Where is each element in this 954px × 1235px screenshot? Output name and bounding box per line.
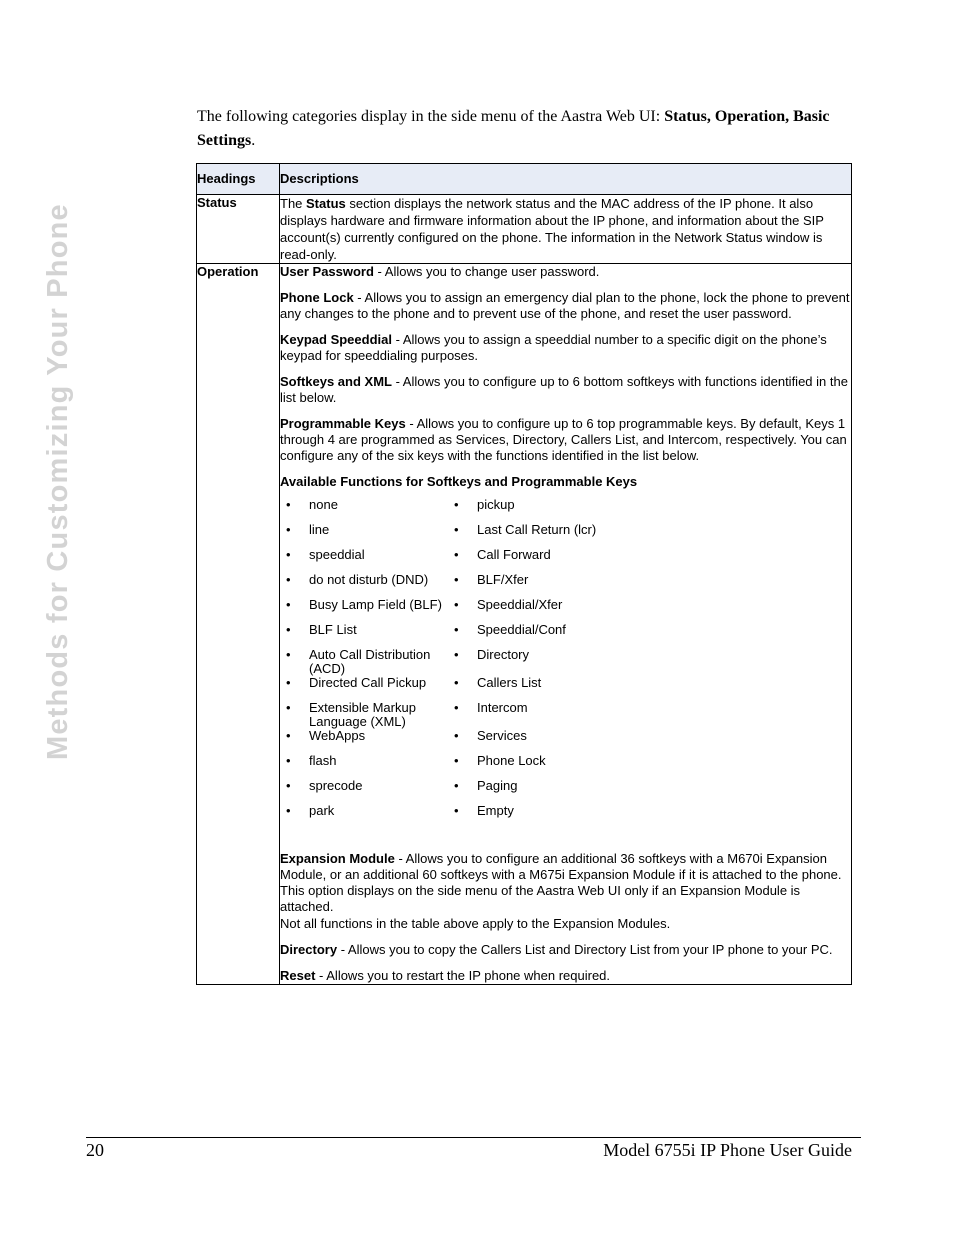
table-row-operation xyxy=(197,264,852,985)
item-title: Keypad Speeddial xyxy=(280,332,392,347)
item-title: Phone Lock xyxy=(280,290,354,305)
function-item xyxy=(448,701,648,729)
bullet-icon: • xyxy=(286,572,291,587)
page-number: 20 xyxy=(86,1140,104,1160)
function-item xyxy=(448,804,648,829)
bullet-icon: • xyxy=(454,522,459,537)
item-phone-lock xyxy=(280,290,851,322)
bullet-icon: • xyxy=(286,728,291,743)
function-item xyxy=(280,623,448,648)
function-row xyxy=(280,754,851,779)
item-directory xyxy=(280,942,851,958)
bullet-icon: • xyxy=(454,803,459,818)
function-label: BLF/Xfer xyxy=(477,572,529,587)
function-label: none xyxy=(309,497,338,512)
guide-title: Model 6755i IP Phone User Guide xyxy=(603,1140,852,1160)
bullet-icon: • xyxy=(454,675,459,690)
function-item xyxy=(448,548,648,573)
item-text: - Allows you to configure an additional 36 softkeys with a M670i Expansion Module, or an additional 60 softkeys with a M675i Expansion Module if it is attached to the phone. This option displays on the side menu of the Aastra Web UI only if an Expansion Module is attached. xyxy=(280,851,842,914)
function-item xyxy=(280,548,448,573)
function-row xyxy=(280,523,851,548)
status-pre: The xyxy=(280,196,307,211)
intro-text: The following categories display in the side menu of the Aastra Web UI: xyxy=(197,108,665,125)
function-item xyxy=(448,623,648,648)
bullet-icon: • xyxy=(286,675,291,690)
item-user-password xyxy=(280,264,851,280)
function-item xyxy=(280,701,448,729)
function-item xyxy=(280,648,448,676)
item-text: - Allows you to assign an emergency dial plan to the phone, lock the phone to prevent any changes to the phone and to prevent use of the phone, and reset the user password. xyxy=(280,290,850,321)
function-label: Intercom xyxy=(477,700,528,715)
bullet-icon: • xyxy=(286,700,291,715)
functions-list xyxy=(280,498,851,829)
status-heading: Status xyxy=(197,195,280,264)
function-item xyxy=(448,676,648,701)
intro-paragraph xyxy=(197,105,847,153)
function-item xyxy=(448,729,648,754)
function-row xyxy=(280,701,851,729)
item-expansion-module xyxy=(280,851,851,915)
bullet-icon: • xyxy=(454,497,459,512)
bullet-icon: • xyxy=(286,753,291,768)
status-text: section displays the network status and the MAC address of the IP phone. It also displays hardware and firmware information about the IP phone, and information about the SIP account(s) currently configured on the phone. The information in the Network Status window is read-only. xyxy=(280,196,824,262)
item-title: Directory xyxy=(280,942,338,957)
item-text: - Allows you to copy the Callers List and Directory List from your IP phone to your PC. xyxy=(337,942,833,957)
bullet-icon: • xyxy=(454,597,459,612)
function-item xyxy=(280,729,448,754)
function-label: Callers List xyxy=(477,675,542,690)
function-label: Extensible Markup Language (XML) xyxy=(309,700,416,729)
bullet-icon: • xyxy=(454,700,459,715)
status-bold: Status xyxy=(306,196,346,211)
item-reset xyxy=(280,968,851,984)
item-title: Reset xyxy=(280,968,316,983)
item-softkeys-xml xyxy=(280,374,851,406)
item-text: - Allows you to change user password. xyxy=(373,264,600,279)
function-label: Speeddial/Xfer xyxy=(477,597,563,612)
bullet-icon: • xyxy=(286,647,291,662)
item-title: Softkeys and XML xyxy=(280,374,392,389)
function-label: sprecode xyxy=(309,778,363,793)
function-item xyxy=(448,648,648,676)
function-item xyxy=(280,779,448,804)
header-descriptions: Descriptions xyxy=(280,164,852,195)
bullet-icon: • xyxy=(286,778,291,793)
function-item xyxy=(448,598,648,623)
bullet-icon: • xyxy=(454,647,459,662)
function-row xyxy=(280,623,851,648)
item-keypad-speeddial xyxy=(280,332,851,364)
intro-bold: Status, Operation, Basic Settings xyxy=(197,108,830,149)
footer-divider xyxy=(86,1137,861,1138)
function-label: flash xyxy=(309,753,337,768)
item-title: Expansion Module xyxy=(280,851,395,866)
function-label: Empty xyxy=(477,803,514,818)
function-label: Paging xyxy=(477,778,518,793)
header-headings: Headings xyxy=(197,164,280,195)
function-row xyxy=(280,804,851,829)
operation-heading: Operation xyxy=(197,264,280,985)
item-title: Programmable Keys xyxy=(280,416,406,431)
function-row xyxy=(280,498,851,523)
function-label: Services xyxy=(477,728,527,743)
function-label: Busy Lamp Field (BLF) xyxy=(309,597,442,612)
function-label: do not disturb (DND) xyxy=(309,572,429,587)
function-item xyxy=(280,598,448,623)
function-item xyxy=(280,754,448,779)
expansion-note: Not all functions in the table above apply to the Expansion Modules. xyxy=(280,916,671,931)
function-row xyxy=(280,779,851,804)
function-item xyxy=(280,573,448,598)
bullet-icon: • xyxy=(454,753,459,768)
chapter-side-title: Methods for Customizing Your Phone xyxy=(42,203,74,760)
function-label: Directory xyxy=(477,647,530,662)
status-description xyxy=(280,195,852,264)
categories-table xyxy=(196,163,852,985)
function-item xyxy=(448,523,648,548)
item-text: - Allows you to configure up to 6 top programmable keys. By default, Keys 1 through 4 are programmed as Services, Directory, Callers List, and Intercom, respectively. You can configure any of the six keys with the functions identified in the list below. xyxy=(280,416,847,463)
bullet-icon: • xyxy=(286,497,291,512)
item-title: User Password xyxy=(280,264,374,279)
function-label: Speeddial/Conf xyxy=(477,622,566,637)
bullet-icon: • xyxy=(454,622,459,637)
function-row xyxy=(280,598,851,623)
function-label: speeddial xyxy=(309,547,365,562)
function-label: Call Forward xyxy=(477,547,551,562)
function-item xyxy=(280,498,448,523)
function-item xyxy=(448,779,648,804)
operation-description xyxy=(280,264,852,985)
function-item xyxy=(280,804,448,829)
bullet-icon: • xyxy=(454,778,459,793)
function-label: Last Call Return (lcr) xyxy=(477,522,597,537)
bullet-icon: • xyxy=(286,547,291,562)
function-label: Phone Lock xyxy=(477,753,546,768)
function-item xyxy=(448,573,648,598)
item-text: - Allows you to assign a speeddial number to a specific digit on the phone’s keypad for speeddialing purposes. xyxy=(280,332,827,363)
function-label: Directed Call Pickup xyxy=(309,675,427,690)
function-row xyxy=(280,676,851,701)
bullet-icon: • xyxy=(286,597,291,612)
function-item xyxy=(280,676,448,701)
table-row-status xyxy=(197,195,852,264)
function-item xyxy=(448,498,648,523)
bullet-icon: • xyxy=(286,522,291,537)
function-label: WebApps xyxy=(309,728,366,743)
function-item xyxy=(448,754,648,779)
bullet-icon: • xyxy=(286,622,291,637)
function-row xyxy=(280,548,851,573)
table-header-row xyxy=(197,164,852,195)
bullet-icon: • xyxy=(286,803,291,818)
functions-heading: Available Functions for Softkeys and Programmable Keys xyxy=(280,474,638,489)
function-label: park xyxy=(309,803,335,818)
function-row xyxy=(280,729,851,754)
bullet-icon: • xyxy=(454,572,459,587)
function-label: line xyxy=(309,522,330,537)
bullet-icon: • xyxy=(454,547,459,562)
bullet-icon: • xyxy=(454,728,459,743)
item-text: - Allows you to restart the IP phone when required. xyxy=(315,968,611,983)
function-label: Auto Call Distribution (ACD) xyxy=(309,647,431,676)
function-row xyxy=(280,648,851,676)
function-label: BLF List xyxy=(309,622,357,637)
item-text: - Allows you to configure up to 6 bottom softkeys with functions identified in the list below. xyxy=(280,374,848,405)
item-programmable-keys xyxy=(280,416,851,464)
function-row xyxy=(280,573,851,598)
function-label: pickup xyxy=(477,497,515,512)
intro-end: . xyxy=(251,132,256,149)
function-item xyxy=(280,523,448,548)
